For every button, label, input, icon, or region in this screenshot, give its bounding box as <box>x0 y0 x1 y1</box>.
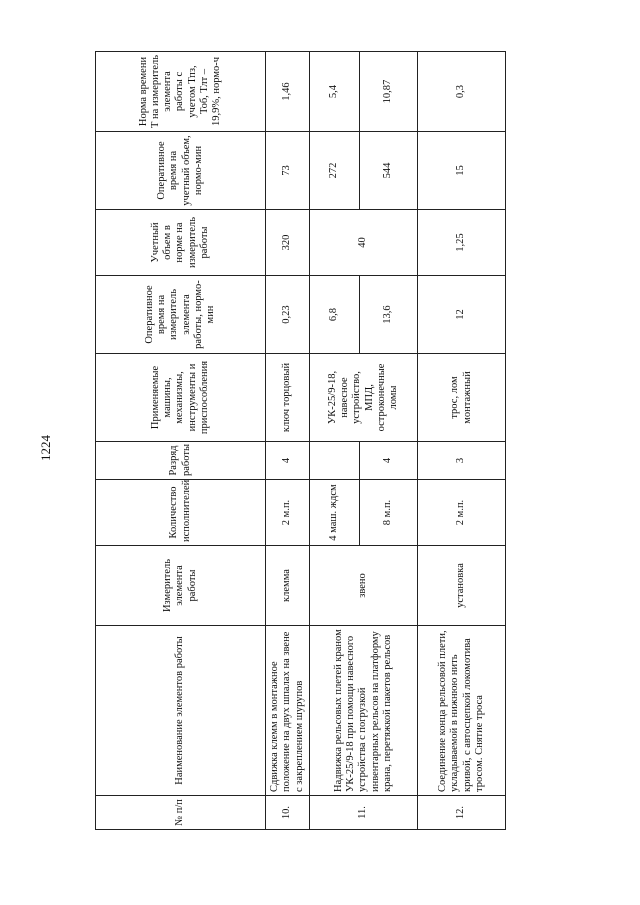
header-norm-time: Норма времени Т на измеритель элемента работы с учетом Тпз, Тоб, Тлт – 19,9%, нормо-ч <box>96 52 266 132</box>
row11-name: Надвижка рельсовых плетей краном УК-25/9-18 при помощи навесного устройства с погрузкой инвентарных рельсов на платформу крана, перетяжкой пакетов рельсов <box>310 626 418 796</box>
header-machines: Применяемые машины, механизмы, инструменты и приспособления <box>96 354 266 442</box>
row11-norm-time-a: 5,4 <box>310 52 360 132</box>
row10-machines: ключ торцовый <box>266 354 310 442</box>
row12-workers: 2 м.п. <box>418 480 506 546</box>
row11-op-time-volume-b: 544 <box>360 132 418 210</box>
row12-num: 12. <box>418 796 506 830</box>
row10-op-time-volume: 73 <box>266 132 310 210</box>
row11-op-time-volume-a: 272 <box>310 132 360 210</box>
row10-meter: клемма <box>266 546 310 626</box>
header-name: Наименование элементов работы <box>96 626 266 796</box>
header-op-time-volume: Оперативное время на учетный объем, нормо-мин <box>96 132 266 210</box>
row12-grade: 3 <box>418 442 506 480</box>
row11-norm-time-b: 10,87 <box>360 52 418 132</box>
row11-grade-a <box>310 442 360 480</box>
norms-table <box>95 51 506 830</box>
row11-machines: УК-25/9-18, навесное устройство, МПД, остроконечные ломы <box>310 354 418 442</box>
row11-workers-a: 4 маш. ждсм <box>310 480 360 546</box>
row12-op-time: 12 <box>418 276 506 354</box>
row12-norm-time: 0,3 <box>418 52 506 132</box>
row12-machines: трос, лом монтажный <box>418 354 506 442</box>
header-workers: Количество исполнителей <box>96 480 266 546</box>
header-volume: Учетный объем в норме на измеритель работы <box>96 210 266 276</box>
row12-meter: установка <box>418 546 506 626</box>
table-row <box>266 52 310 830</box>
header-meter: Измеритель элемента работы <box>96 546 266 626</box>
row12-volume: 1,25 <box>418 210 506 276</box>
row10-volume: 320 <box>266 210 310 276</box>
header-grade: Разряд работы <box>96 442 266 480</box>
row11-grade-b: 4 <box>360 442 418 480</box>
row12-op-time-volume: 15 <box>418 132 506 210</box>
page-number: 1224 <box>38 435 53 461</box>
row10-num: 10. <box>266 796 310 830</box>
row11-meter: звено <box>310 546 418 626</box>
row11-op-time-b: 13,6 <box>360 276 418 354</box>
row12-name: Соединение конца рельсовой плети, укладываемой в нижнюю нить кривой, с автосцепкой локомотива тросом. Снятие троса <box>418 626 506 796</box>
row11-workers-b: 8 м.п. <box>360 480 418 546</box>
row11-volume: 40 <box>310 210 418 276</box>
rotated-table-frame <box>95 54 505 830</box>
header-row <box>96 52 266 830</box>
table-row <box>418 52 506 830</box>
header-num: № п/п <box>96 796 266 830</box>
row11-op-time-a: 6,8 <box>310 276 360 354</box>
row10-norm-time: 1,46 <box>266 52 310 132</box>
row11-num: 11. <box>310 796 418 830</box>
row10-workers: 2 м.п. <box>266 480 310 546</box>
row10-op-time: 0,23 <box>266 276 310 354</box>
row10-name: Сдвижка клемм в монтажное положение на двух шпалах на звене с закреплением шурупов <box>266 626 310 796</box>
table-container <box>95 54 505 830</box>
table-row <box>310 52 360 830</box>
row10-grade: 4 <box>266 442 310 480</box>
header-op-time: Оперативное время на измеритель элемента работы, нормо-мин <box>96 276 266 354</box>
